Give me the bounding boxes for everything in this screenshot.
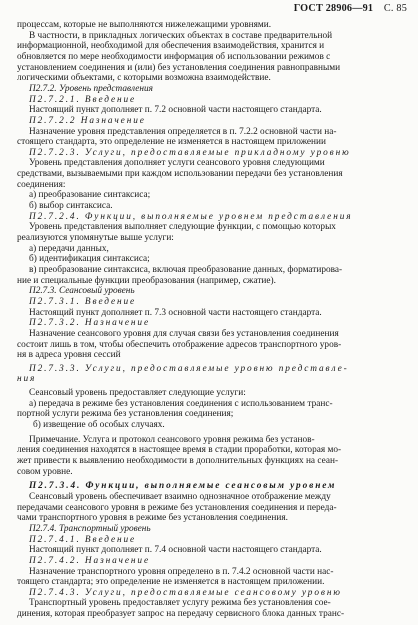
text-line: стоящего стандарта, это определение не изменяется в настоящем приложении	[17, 137, 326, 148]
text-line: Сеансовый уровень обеспечивает взаимно однозначное отображение между	[29, 491, 331, 502]
text-line: Уровень представления дополняет услуги сеансового уровня следующими	[29, 158, 325, 169]
text-line: Настоящий пункт дополняет п. 7.2 основной части настоящего стандарта.	[29, 105, 322, 116]
text-line: реализуются упомянутые выше услуги:	[17, 233, 174, 243]
text-line: П2.7.3. Сеансовый уровень	[29, 286, 135, 297]
text-line: портной услуги режима без установления соединения;	[17, 409, 234, 420]
page-header	[294, 3, 407, 14]
text-line: П2.7.3.1. Введение	[29, 296, 137, 307]
text-line: обновляется по мере необходимости информация об использовании режимов с	[17, 51, 331, 62]
text-line: П2.7.2. Уровень представления	[29, 83, 153, 94]
text-line: П2.7.4.2. Назначение	[29, 555, 151, 566]
text-line: информационной, необходимой для обеспечения взаимодействия, хранится и	[17, 41, 325, 52]
text-line: состоит лишь в том, чтобы обеспечить отображение адресов транспортного уров-	[17, 339, 342, 350]
text-line: Настоящий пункт дополняет п. 7.3 основной части настоящего стандарта.	[29, 307, 322, 318]
text-line: Назначение транспортного уровня определено в п. 7.4.2 основной части нас-	[29, 566, 334, 577]
text-line: ния	[17, 374, 37, 385]
text-line: логическими объектами, с которыми возможна взаимодействие.	[17, 73, 271, 84]
text-line: П2.7.2.1. Введение	[29, 94, 137, 105]
text-line: средствами, вызываемыми при каждом использовании передачи без установления	[17, 169, 343, 180]
text-line: П2.7.4.3. Услуги, предоставляемые сеансовому уровню	[29, 587, 342, 598]
text-line: установлением соединения и (или) без установления соединения равноправными	[17, 62, 341, 73]
text-line: б) идентификация синтаксиса;	[29, 254, 150, 265]
text-line: б) извещение об особых случаях.	[33, 420, 165, 431]
text-line: ня в адреса уровня сессий	[17, 350, 121, 361]
text-line: ние и специальные функции преобразования (например, сжатие).	[17, 275, 276, 286]
text-line: Назначение сеансового уровня для случая связи без установления соединения	[29, 328, 339, 339]
text-line: б) выбор синтаксиса.	[29, 201, 113, 212]
text-line: соединения:	[17, 179, 66, 190]
text-line: а) преобразование синтаксиса;	[29, 190, 151, 201]
text-line: Назначение уровня представления определяется в п. 7.2.2 основной части на-	[29, 126, 337, 137]
text-line: П2.7.2.3. Услуги, предоставляемые прикладному уровню	[29, 147, 351, 158]
text-line: П2.7.3.4. Функции, выполняемые сеансовым уровнем	[29, 481, 337, 492]
text-line: В частности, в прикладных логических объектах в составе предварительной	[29, 30, 333, 41]
text-line: Настоящий пункт дополняет п. 7.4 основной части настоящего стандарта.	[29, 545, 322, 556]
text-line: а) передача в режиме без установления соединения с использованием транс-	[29, 398, 333, 409]
page-number: С. 85	[383, 3, 407, 14]
text-line: в) преобразование синтаксиса, включая преобразование данных, форматирова-	[29, 264, 343, 275]
text-line: Транспортный уровень предоставляет услугу режима без установления сое-	[29, 598, 331, 609]
text-line: чами транспортного уровня в режиме без установления соединения.	[17, 513, 288, 524]
text-line: тоящего стандарта; это определение не изменяется в настоящем приложении.	[17, 577, 325, 588]
text-line: процессам, которые не выполняются нижележащими уровнями.	[17, 20, 272, 30]
text-line: Уровень представления выполняет следующие функции, с помощью которых	[29, 222, 336, 233]
text-line: П2.7.3.3. Услуги, предоставляемые уровню представле-	[29, 363, 349, 374]
text-line: динения, которая преобразует запрос на передачу сервисного блока данных транс-	[17, 609, 345, 620]
text-line: жет привести к выявлению необходимости в дополнительных функциях на сеан-	[17, 456, 339, 466]
text-line: П2.7.3.2. Назначение	[29, 318, 151, 329]
text-line: Сеансовый уровень предоставляет следующие услуги:	[29, 388, 246, 399]
text-line: передачами сеансового уровня в режиме без установления соединения и переда-	[17, 502, 337, 513]
text-line: П2.7.4.1. Введение	[29, 534, 137, 545]
text-line: П2.7.2.4. Функции, выполняемые уровнем представления	[29, 211, 353, 222]
text-line: ления соединения находятся в настоящее время в стадии проработки, которая мо-	[17, 445, 342, 456]
text-line: Примечание. Услуга и протокол сеансового уровня режима без установ-	[29, 434, 315, 445]
text-line: а) передачи данных,	[29, 243, 109, 254]
standard-title: ГОСТ 28906—91	[293, 3, 374, 14]
text-line: П2.7.2.2 Назначение	[29, 115, 146, 126]
text-line: П2.7.4. Транспортный уровень	[29, 523, 151, 534]
text-line: совом уровне.	[17, 466, 73, 477]
